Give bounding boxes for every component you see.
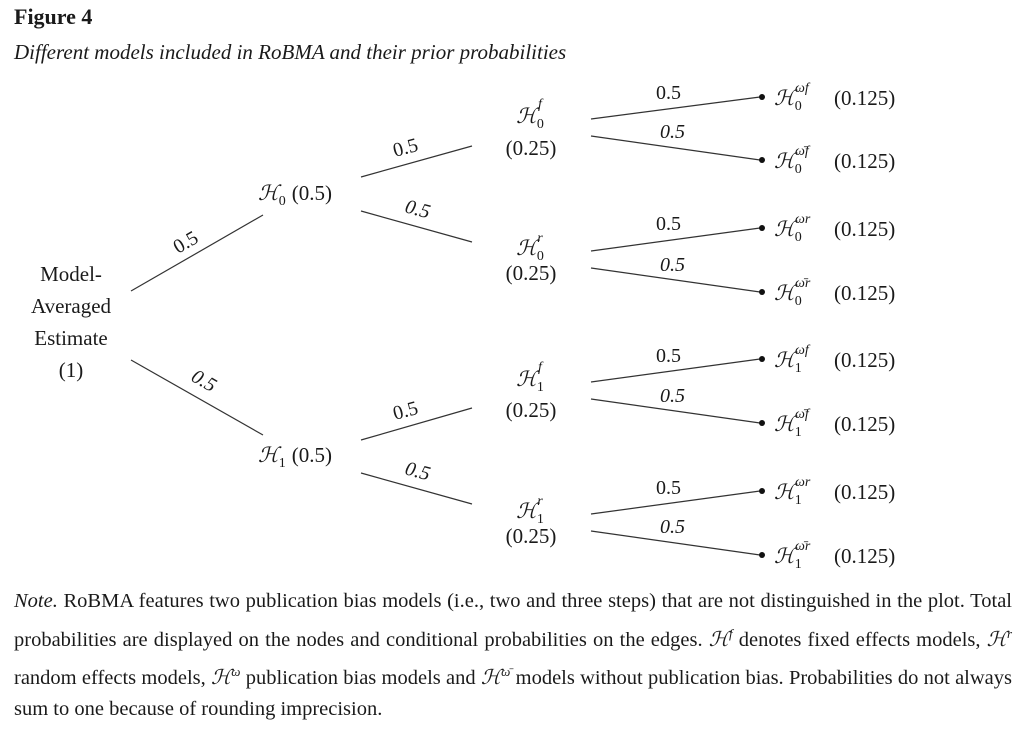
svg-text:(0.125): (0.125) xyxy=(834,480,896,504)
figure-caption: Different models included in RoBMA and their prior probabilities xyxy=(14,40,567,64)
figure-label: Figure 4 xyxy=(14,4,93,29)
svg-text:ωf: ωf xyxy=(795,343,809,358)
svg-text:f: f xyxy=(538,360,542,375)
svg-text:r: r xyxy=(537,494,543,509)
node-h0r xyxy=(506,231,557,285)
svg-text:(0.125): (0.125) xyxy=(834,281,896,305)
leaf-h1-wf xyxy=(774,343,895,376)
figure-note: Note. RoBMA features two publication bias models (i.e., two and three steps) that are not distinguished in the plot. Total probabilities are displayed on the nodes and conditional probabilities on the edges. ℋ$^f$ denotes fixed effects models, ℋ$^r$ random effects models, ℋ$^\omega$ publication bias models and ℋ$^{\omegā}$ models without publication bias. Probabilities do not always sum to one because of rounding imprecision. xyxy=(14,590,1012,721)
svg-text:ℋ1: ℋ$_1$ xyxy=(516,367,544,395)
svg-text:ℋ0: ℋ$_0$ xyxy=(774,86,802,114)
svg-text:(0.125): (0.125) xyxy=(834,412,896,436)
leaf-h0-wbarr xyxy=(774,276,895,309)
svg-text:(0.25): (0.25) xyxy=(505,261,557,285)
svg-text:f: f xyxy=(538,97,542,112)
svg-text:ωr: ωr xyxy=(795,212,811,227)
leaf-h0-wf xyxy=(774,81,895,114)
svg-text:0.5: 0.5 xyxy=(660,121,685,143)
svg-text:ω̄r: ω̄r xyxy=(795,539,811,554)
leaf-dots xyxy=(759,94,765,558)
svg-text:ℋ0: ℋ$_0$ xyxy=(774,217,802,245)
leaf-h1-wr xyxy=(774,475,895,508)
svg-text:ω̄f: ω̄f xyxy=(795,144,809,159)
svg-text:ℋ1: ℋ$_1$ xyxy=(774,480,802,508)
svg-text:r: r xyxy=(537,231,543,246)
note-label: Note. xyxy=(14,590,58,612)
edge-label-h0-h0r: 0.5 xyxy=(402,195,433,224)
svg-text:ℋ1: ℋ$_1$ xyxy=(516,499,544,527)
leaf-h1-wbarr xyxy=(774,539,895,572)
edge-label-root-h1: 0.5 xyxy=(187,365,221,397)
svg-text:(0.125): (0.125) xyxy=(834,149,896,173)
svg-text:ℋ1(0.5): ℋ$_1$ (0.5) xyxy=(258,443,333,471)
node-h1f xyxy=(506,360,557,422)
svg-text:ℋ1: ℋ$_1$ xyxy=(774,544,802,572)
svg-text:ℋ0(0.5): ℋ$_0$ (0.5) xyxy=(258,181,333,209)
svg-text:(0.125): (0.125) xyxy=(834,348,896,372)
svg-text:(0.25): (0.25) xyxy=(505,524,557,548)
svg-text:0.5: 0.5 xyxy=(656,82,681,104)
svg-text:(0.125): (0.125) xyxy=(834,86,896,110)
svg-text:ℋ1: ℋ$_1$ xyxy=(774,412,802,440)
svg-text:ω̄r: ω̄r xyxy=(795,276,811,291)
edge-label-h0-h0f: 0.5 xyxy=(390,134,421,162)
leaf-h1-wbarf xyxy=(774,407,895,440)
svg-text:0.5: 0.5 xyxy=(660,254,685,276)
leaf-h0-wbarf xyxy=(774,144,895,177)
node-h0f xyxy=(506,97,557,160)
svg-text:ℋ1: ℋ$_1$ xyxy=(774,348,802,376)
svg-text:ℋ0: ℋ$_0$ xyxy=(774,281,802,309)
svg-text:ω̄f: ω̄f xyxy=(795,407,809,422)
svg-text:Estimate: Estimate xyxy=(34,326,108,350)
svg-text:0.5: 0.5 xyxy=(656,345,681,367)
edge-label-root-h0: 0.5 xyxy=(169,226,203,259)
svg-text:0.5: 0.5 xyxy=(656,213,681,235)
edge-label-h1-h1f: 0.5 xyxy=(390,397,421,425)
svg-text:ℋ0: ℋ$_0$ xyxy=(516,104,544,132)
svg-text:ℋ0: ℋ$_0$ xyxy=(516,236,544,264)
svg-text:0.5: 0.5 xyxy=(660,516,685,538)
svg-text:ωf: ωf xyxy=(795,81,809,96)
svg-text:(0.25): (0.25) xyxy=(505,398,557,422)
node-h1 xyxy=(258,443,332,471)
svg-text:(1): (1) xyxy=(58,358,84,382)
leaf-edge-labels xyxy=(656,82,685,538)
root-node xyxy=(31,262,112,382)
leaf-h0-wr xyxy=(774,212,895,245)
node-h1r xyxy=(506,494,557,548)
svg-text:(0.25): (0.25) xyxy=(505,136,557,160)
edge-label-h1-h1r: 0.5 xyxy=(402,457,433,486)
node-h0 xyxy=(258,181,332,209)
svg-text:(0.125): (0.125) xyxy=(834,217,896,241)
svg-text:(0.125): (0.125) xyxy=(834,544,896,568)
svg-text:0.5: 0.5 xyxy=(660,385,685,407)
svg-text:Averaged: Averaged xyxy=(30,294,112,318)
svg-text:0.5: 0.5 xyxy=(656,477,681,499)
svg-text:ℋ0: ℋ$_0$ xyxy=(774,149,802,177)
svg-text:ωr: ωr xyxy=(795,475,811,490)
svg-text:Model-: Model- xyxy=(40,262,102,286)
